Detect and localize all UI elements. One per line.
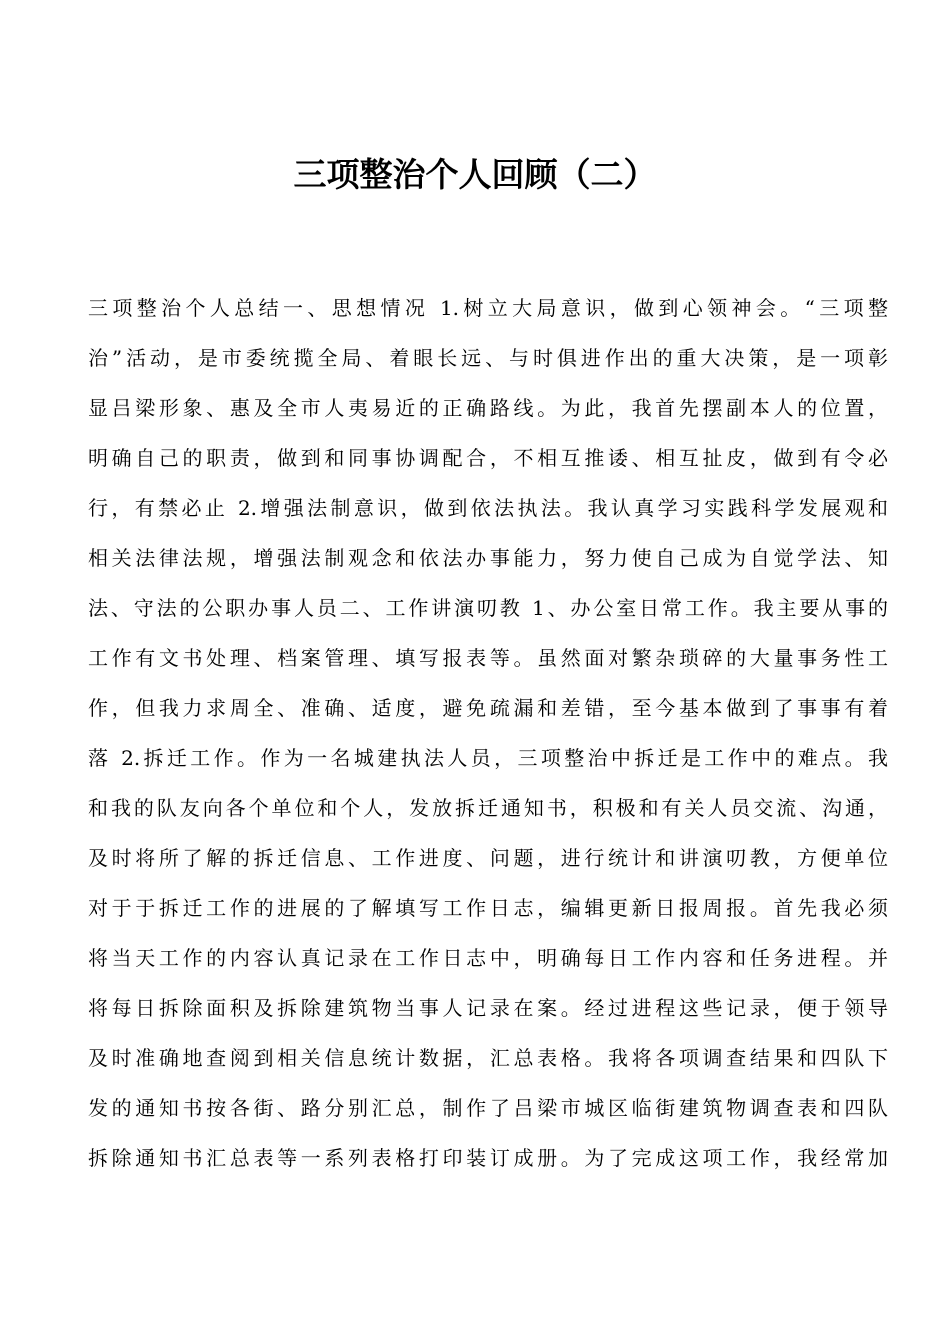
body-line: 工作有文书处理、档案管理、填写报表等。虽然面对繁杂琐碎的大量事务性工 xyxy=(88,646,888,670)
body-line: 法、守法的公职办事人员二、工作讲演叨教 1、办公室日常工作。我主要从事的 xyxy=(88,596,888,620)
body-line: 发的通知书按各街、路分别汇总，制作了吕梁市城区临街建筑物调查表和四队 xyxy=(88,1096,888,1120)
body-line: 对于于拆迁工作的进展的了解填写工作日志，编辑更新日报周报。首先我必须 xyxy=(88,896,888,920)
body-line: 落 2.拆迁工作。作为一名城建执法人员，三项整治中拆迁是工作中的难点。我 xyxy=(88,746,888,770)
body-line: 行，有禁必止 2.增强法制意识，做到依法执法。我认真学习实践科学发展观和 xyxy=(88,496,888,520)
body-line: 将当天工作的内容认真记录在工作日志中，明确每日工作内容和任务进程。并 xyxy=(88,946,888,970)
body-line: 及时将所了解的拆迁信息、工作进度、问题，进行统计和讲演叨教，方便单位 xyxy=(88,846,888,870)
body-line: 及时准确地查阅到相关信息统计数据，汇总表格。我将各项调查结果和四队下 xyxy=(88,1046,888,1070)
body-line: 三项整治个人总结一、思想情况 1.树立大局意识，做到心领神会。“三项整 xyxy=(88,296,888,320)
body-line: 相关法律法规，增强法制观念和依法办事能力，努力使自己成为自觉学法、知 xyxy=(88,546,888,570)
body-line: 和我的队友向各个单位和个人，发放拆迁通知书，积极和有关人员交流、沟通， xyxy=(88,796,888,820)
body-line: 将每日拆除面积及拆除建筑物当事人记录在案。经过进程这些记录，便于领导 xyxy=(88,996,888,1020)
body-line: 治”活动，是市委统揽全局、着眼长远、与时俱进作出的重大决策，是一项彰 xyxy=(88,346,888,370)
body-line: 拆除通知书汇总表等一系列表格打印装订成册。为了完成这项工作，我经常加 xyxy=(88,1146,888,1170)
body-line: 作，但我力求周全、准确、适度，避免疏漏和差错，至今基本做到了事事有着 xyxy=(88,696,888,720)
document-title: 三项整治个人回顾（二） xyxy=(293,155,657,194)
body-line: 显吕梁形象、惠及全市人夷易近的正确路线。为此，我首先摆副本人的位置， xyxy=(88,396,888,420)
body-line: 明确自己的职责，做到和同事协调配合，不相互推诿、相互扯皮，做到有令必 xyxy=(88,446,888,470)
document-body xyxy=(88,286,888,1186)
